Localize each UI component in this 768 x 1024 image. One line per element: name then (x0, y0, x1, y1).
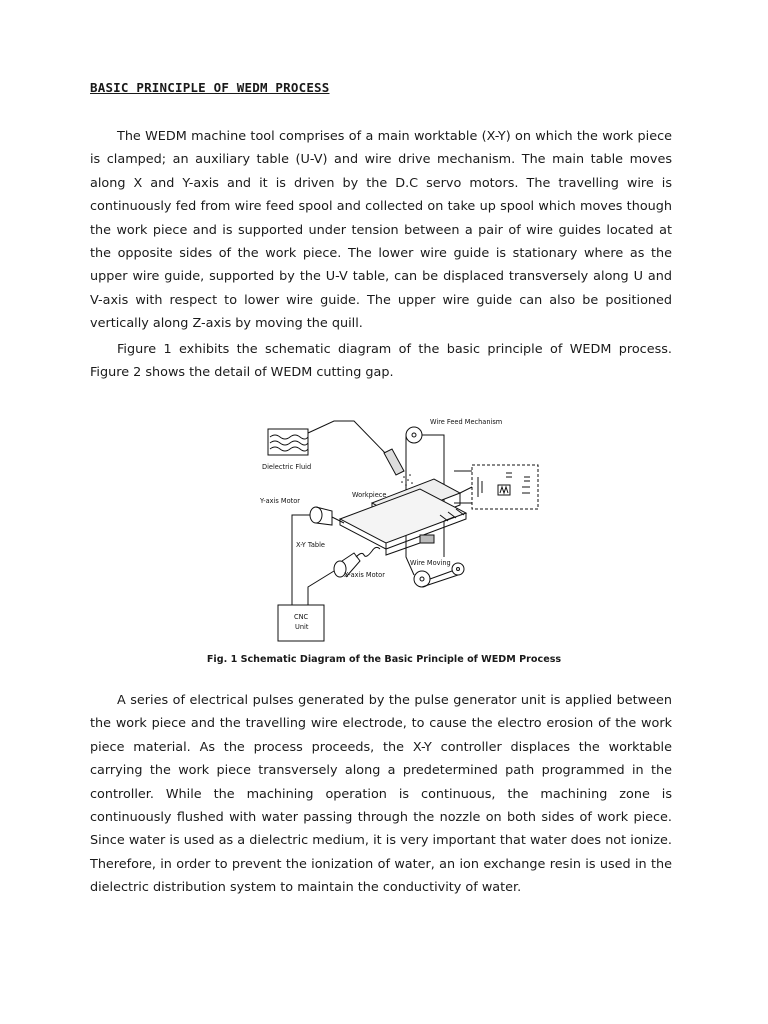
label-dielectric: Dielectric Fluid (262, 463, 312, 471)
paragraph-figure-reference: Figure 1 exhibits the schematic diagram of the basic principle of WEDM process. Figure 2 shows the detail of WEDM cutting gap. (90, 342, 672, 381)
dielectric-pipe (308, 421, 389, 457)
label-xy-table: X-Y Table (296, 541, 325, 549)
section-heading: BASIC PRINCIPLE OF WEDM PROCESS (90, 80, 330, 95)
label-wire-moving: Wire Moving (410, 559, 451, 567)
take-up-spool (414, 571, 430, 587)
y-axis-motor (310, 507, 322, 523)
wedm-schematic-diagram (244, 407, 544, 647)
wire-feed-spool (406, 427, 422, 443)
upper-nozzle (384, 449, 404, 475)
label-cnc-line1: CNC (294, 613, 309, 621)
label-workpiece: Workpiece (352, 491, 387, 499)
label-cnc-line2: Unit (295, 623, 309, 631)
paragraph-process: A series of electrical pulses generated by the pulse generator unit is applied between the work piece and the travelling wire electrode, to cause the electro erosion of the work piece material. As the process proceeds, the X-Y controller displaces the worktable carrying the work piece transversely along a predetermined path programmed in the controller. While the machining operation is continuous, the machining zone is continuously flushed with water passing through the nozzle on both sides of work piece. Since water is used as a dielectric medium, it is very important that water does not ionize. Therefore, in order to prevent the ionization of water, an ion exchange resin is used in the dielectric distribution system to maintain the conductivity of water. (90, 693, 672, 896)
label-x-motor: X-axis Motor (344, 571, 385, 579)
dielectric-tank (268, 429, 308, 455)
wedm-schematic-svg (244, 407, 544, 647)
figure-caption: Fig. 1 Schematic Diagram of the Basic Principle of WEDM Process (206, 654, 562, 665)
spray-dots (401, 474, 413, 486)
paragraph-intro: The WEDM machine tool comprises of a main worktable (X-Y) on which the work piece is clamped; an auxiliary table (U-V) and wire drive mechanism. The main table moves along X and Y-axis and it is driven by the D.C servo motors. The travelling wire is continuously fed from wire feed spool and collected on take up spool which moves though the work piece and is supported under tension between a pair of wire guides located at the opposite sides of the work piece. The lower wire guide is stationary where as the upper wire guide, supported by the U-V table, can be displaced transversely along U and V-axis with respect to lower wire guide. The upper wire guide can also be positioned vertically along Z-axis by moving the quill. (90, 129, 672, 332)
label-y-motor: Y-axis Motor (260, 497, 300, 505)
label-wire-feed: Wire Feed Mechanism (430, 418, 503, 426)
